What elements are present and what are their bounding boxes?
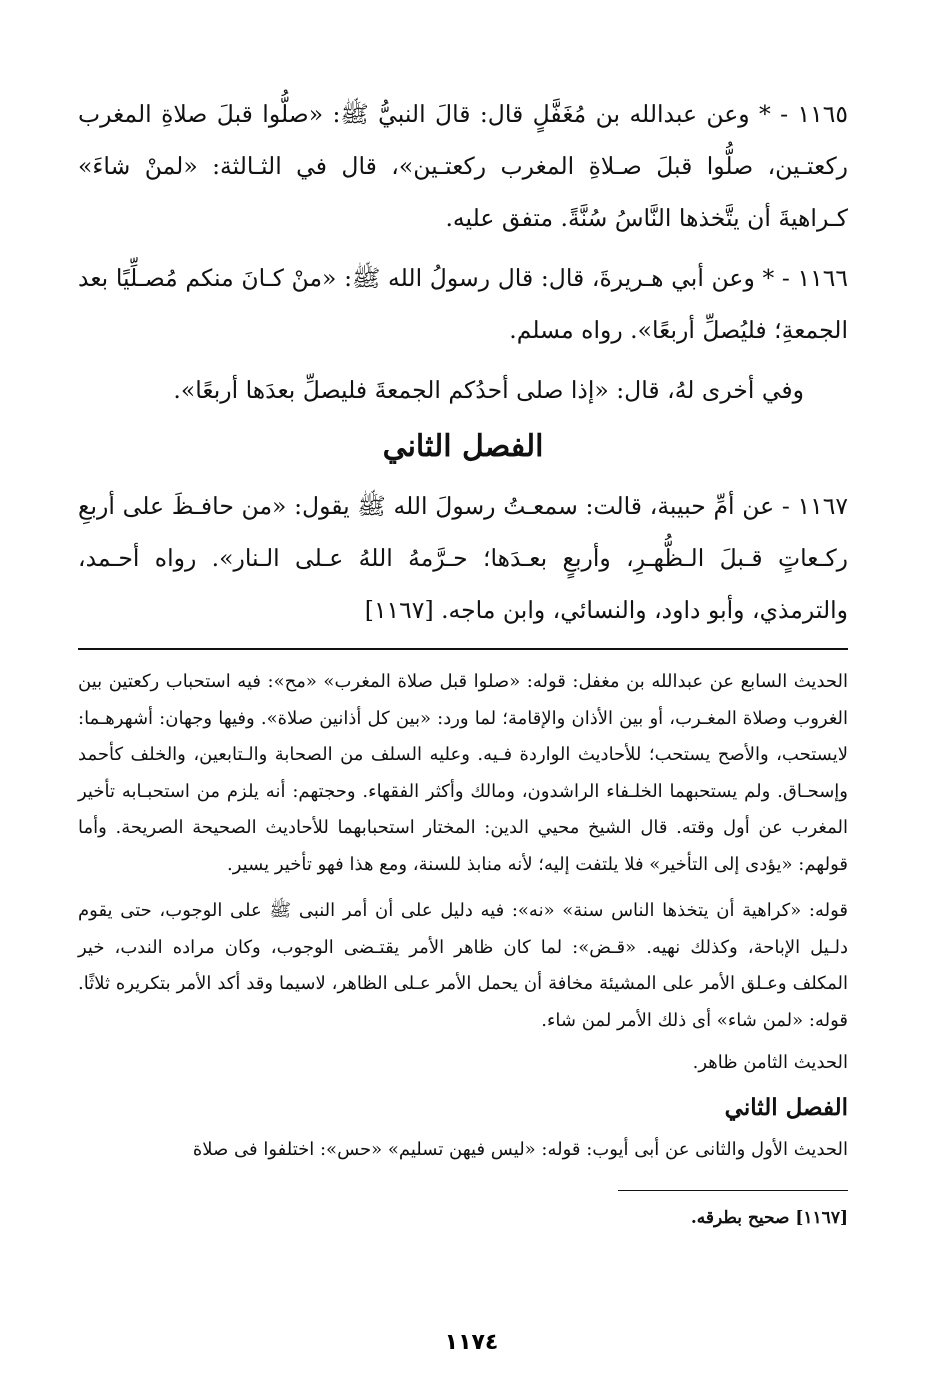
section-title-commentary: الفصل الثاني — [724, 1093, 848, 1121]
footnote: [١١٦٧] صحيح بطرقه. — [690, 1208, 848, 1228]
section-title-main: الفصل الثاني — [382, 429, 544, 464]
page-number: ١١٧٤ — [444, 1330, 499, 1355]
commentary-paragraph-3: الحديث الثامن ظاهر. — [692, 1052, 848, 1073]
commentary-paragraph-1: الحديث السابع عن عبدالله بن مغفل: قوله: «صلوا قبل صلاة المغرب» «مح»: فيه استحباب ركعتين بين الغروب وصلاة المغـرب، أو بين الأذان والإقامة؛ لما ورد: «بين كل أذانين صلاة». وفيها وجهان: أشهرهـما: لايستحب، والأصح يستحب؛ للأحاديث الواردة فـيه. وعليه السلف من الصحابة والـتابعين، والخلف كأحمد وإسحـاق. ولم يستحبهما الخلـفاء الراشدون، ومالك وأكثر الفقهاء. وحجتهم: أنه يلزم من استحبـابه تأخير المغرب عن أول وقته. قال الشيخ محيي الدين: المختار استحبابهما للأحاديث الصحيحة الصريحة. وأما قولهم: «يؤدى إلى التأخير» فلا يلتفت إليه؛ لأنه منابذ للسنة، ومع هذا فهو تأخير يسير. — [78, 671, 848, 875]
commentary-last-line: الحديث الأول والثانى عن أبى أيوب: قوله: «ليس فيهن تسليم» «حس»: اختلفوا فى صلاة — [192, 1138, 848, 1160]
hadith-1166-other-narration: وفي أخرى لهُ، قال: «إذا صلى أحدُكم الجمعةَ فليصلِّ بعدَها أربعًا». — [173, 376, 804, 404]
page-content — [78, 88, 848, 1233]
commentary-text — [78, 664, 848, 1168]
commentary-divider — [78, 648, 848, 650]
hadith-1166: ١١٦٦ - * وعن أبي هـريرةَ، قال: قال رسولُ الله ﷺ: «منْ كـانَ منكم مُصـلِّيًا بعد الجمعةِ؛ فليُصلِّ أربعًا». رواه مسلم. — [78, 264, 848, 344]
footnote-divider — [618, 1190, 848, 1191]
main-text — [78, 88, 848, 636]
hadith-1167: ١١٦٧ - عن أمِّ حبيبة، قالت: سمعـتُ رسولَ الله ﷺ يقول: «من حافـظَ على أربعِ ركـعاتٍ قـبلَ الـظُّهـرِ، وأربعٍ بعـدَها؛ حـرَّمهُ اللهُ عـلى الـنار». رواه أحـمد، والترمذي، وأبو داود، والنسائي، وابن ماجه. [١١٦٧] — [78, 492, 848, 624]
hadith-1165: ١١٦٥ - * وعن عبدالله بن مُغَفَّلٍ قال: قالَ النبيُّ ﷺ: «صلُّوا قبلَ صلاةِ المغرب ركعتـين، صلُّوا قبلَ صـلاةِ المغرب ركعتـين»، قال في الثـالثة: «لمنْ شاءَ» كـراهيةَ أن يتَّخذها النَّاسُ سُنَّةً. متفق عليه. — [78, 100, 848, 232]
commentary-paragraph-2: قوله: «كراهية أن يتخذها الناس سنة» «نه»: فيه دليل على أن أمر النبى ﷺ على الوجوب، حتى يقوم دلـيل الإباحة، وكذلك نهيه. «قـض»: لما كان ظاهر الأمر يقتـضى الوجوب، وكان مراده الندب، خير المكلف وعـلق الأمر على المشيئة مخافة أن يحمل الأمر عـلى الظاهر، لاسيما وقد أكد الأمر بتكريره ثلاثًا. قوله: «لمن شاء» أى ذلك الأمر لمن شاء. — [78, 900, 848, 1031]
